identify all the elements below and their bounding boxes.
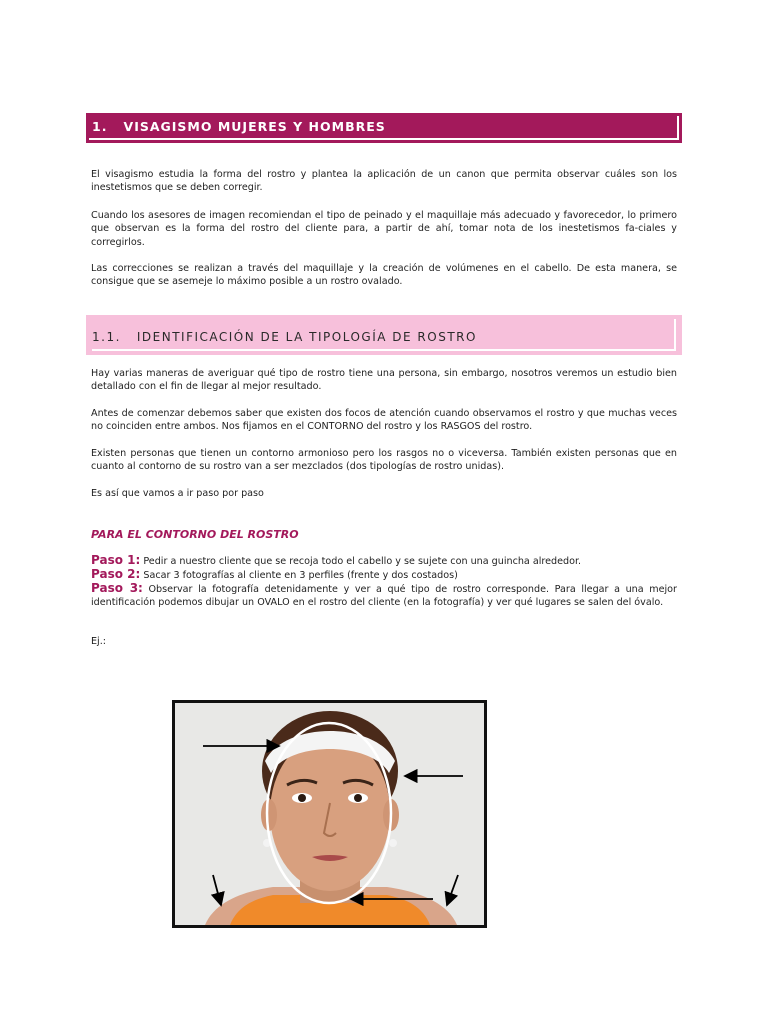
section-heading-1-1-text: 1.1. IDENTIFICACIÓN DE LA TIPOLOGÍA DE ROSTRO [92,330,477,344]
example-label: Ej.: [91,636,107,647]
step-2 [91,568,677,582]
section-heading-1 [86,113,682,143]
section-heading-1-1 [86,315,682,355]
body-paragraph-2: Antes de comenzar debemos saber que existen dos focos de atención cuando observamos el rostro y que muchas veces no coinciden entre ambos. Nos fijamos en el CONTORNO del rostro y los RASGOS del rostro. [91,408,677,433]
step-2-label: Paso 2: [91,567,141,581]
step-3-label: Paso 3: [91,581,143,595]
contour-subheading: PARA EL CONTORNO DEL ROSTRO [91,528,299,541]
step-2-text: Sacar 3 fotografías al cliente en 3 perfiles (frente y dos costados) [143,570,458,581]
intro-paragraph-3: Las correcciones se realizan a través del maquillaje y la creación de volúmenes en el cabello. De esta manera, se consigue que se asemeje lo máximo posible a un rostro ovalado. [91,263,677,288]
step-1-text: Pedir a nuestro cliente que se recoja todo el cabello y se sujete con una guincha alrededor. [143,556,582,567]
step-3 [91,582,677,610]
intro-paragraph-2: Cuando los asesores de imagen recomiendan el tipo de peinado y el maquillaje más adecuado y favorecedor, lo primero que observan es la forma del rostro del cliente para, a partir de ahí, tomar nota de los inestetismos fa-ciales y corregirlos. [91,210,677,248]
body-paragraph-1: Hay varias maneras de averiguar qué tipo de rostro tiene una persona, sin embargo, nosotros veremos un estudio bien detallado con el fin de llegar al mejor resultado. [91,368,677,393]
step-1 [91,554,677,568]
step-1-label: Paso 1: [91,553,141,567]
body-paragraph-3: Existen personas que tienen un contorno armonioso pero los rasgos no o viceversa. También existen personas que en cuanto al contorno de su rostro van a ser mezclados (dos tipologías de rostro unidas). [91,448,677,473]
intro-paragraph-1: El visagismo estudia la forma del rostro y plantea la aplicación de un canon que permita observar cuáles son los inestetismos que se deben corregir. [91,169,677,194]
face-photo [172,700,487,928]
face-illustration [175,703,484,925]
section-heading-1-text: 1. VISAGISMO MUJERES Y HOMBRES [92,119,386,134]
body-paragraph-4: Es así que vamos a ir paso por paso [91,488,264,499]
step-3-text: Observar la fotografía detenidamente y ver a qué tipo de rostro corresponde. Para llegar a una mejor identificación podemos dibujar un OVALO en el rostro del cliente (en la fotografía) y ver qué lugares se salen del óvalo. [91,584,677,609]
